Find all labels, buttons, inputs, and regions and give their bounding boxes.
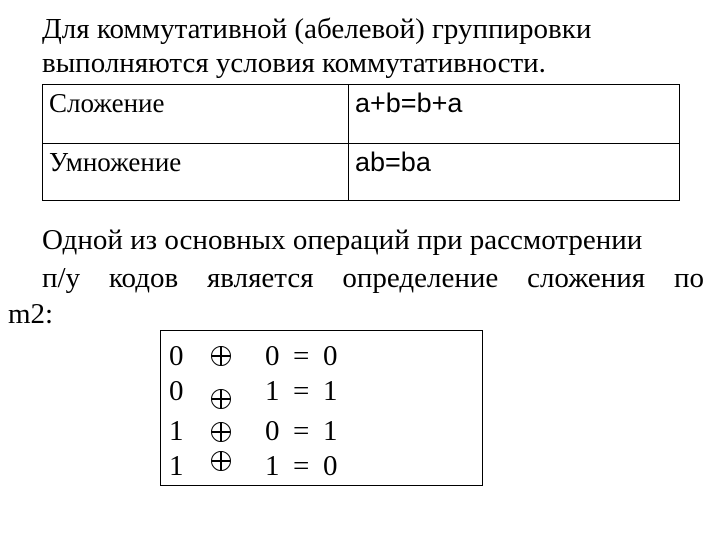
paragraph-word: является	[206, 262, 314, 294]
properties-table	[42, 84, 680, 201]
property-name: Умножение	[43, 143, 349, 200]
paragraph-word: определение	[342, 262, 499, 294]
circled-plus-icon	[211, 389, 231, 409]
paragraph-word: п/у	[42, 262, 81, 294]
result: 1	[323, 375, 338, 407]
table-row	[43, 85, 680, 144]
property-formula: ab=ba	[349, 143, 680, 200]
table-row	[43, 143, 680, 200]
operand-a: 1	[169, 415, 184, 447]
xor-table	[160, 330, 483, 486]
result: 0	[323, 450, 338, 482]
paragraph-word: кодов	[108, 262, 179, 294]
operand-a: 1	[169, 450, 184, 482]
paragraph-word: по	[673, 262, 704, 294]
paragraph-line-2	[42, 261, 704, 295]
equals-sign: =	[293, 375, 310, 407]
circled-plus-icon	[211, 422, 231, 442]
operand-a: 0	[169, 340, 184, 372]
paragraph-line-1: Одной из основных операций при рассмотрении	[42, 224, 643, 256]
result: 0	[323, 340, 338, 372]
paragraph-word: сложения	[527, 262, 646, 294]
operand-b: 1	[265, 450, 280, 482]
equals-sign: =	[293, 415, 310, 447]
equals-sign: =	[293, 450, 310, 482]
heading-line-2: выполняются условия коммутативности.	[42, 47, 546, 79]
result: 1	[323, 415, 338, 447]
operand-a: 0	[169, 375, 184, 407]
operand-b: 0	[265, 415, 280, 447]
operand-b: 1	[265, 375, 280, 407]
circled-plus-icon	[211, 346, 231, 366]
property-formula: a+b=b+a	[349, 85, 680, 144]
circled-plus-icon	[211, 451, 231, 471]
paragraph-line-3: m2:	[8, 298, 54, 330]
operand-b: 0	[265, 340, 280, 372]
property-name: Сложение	[43, 85, 349, 144]
equals-sign: =	[293, 340, 310, 372]
heading-line-1: Для коммутативной (абелевой) группировки	[42, 13, 592, 45]
